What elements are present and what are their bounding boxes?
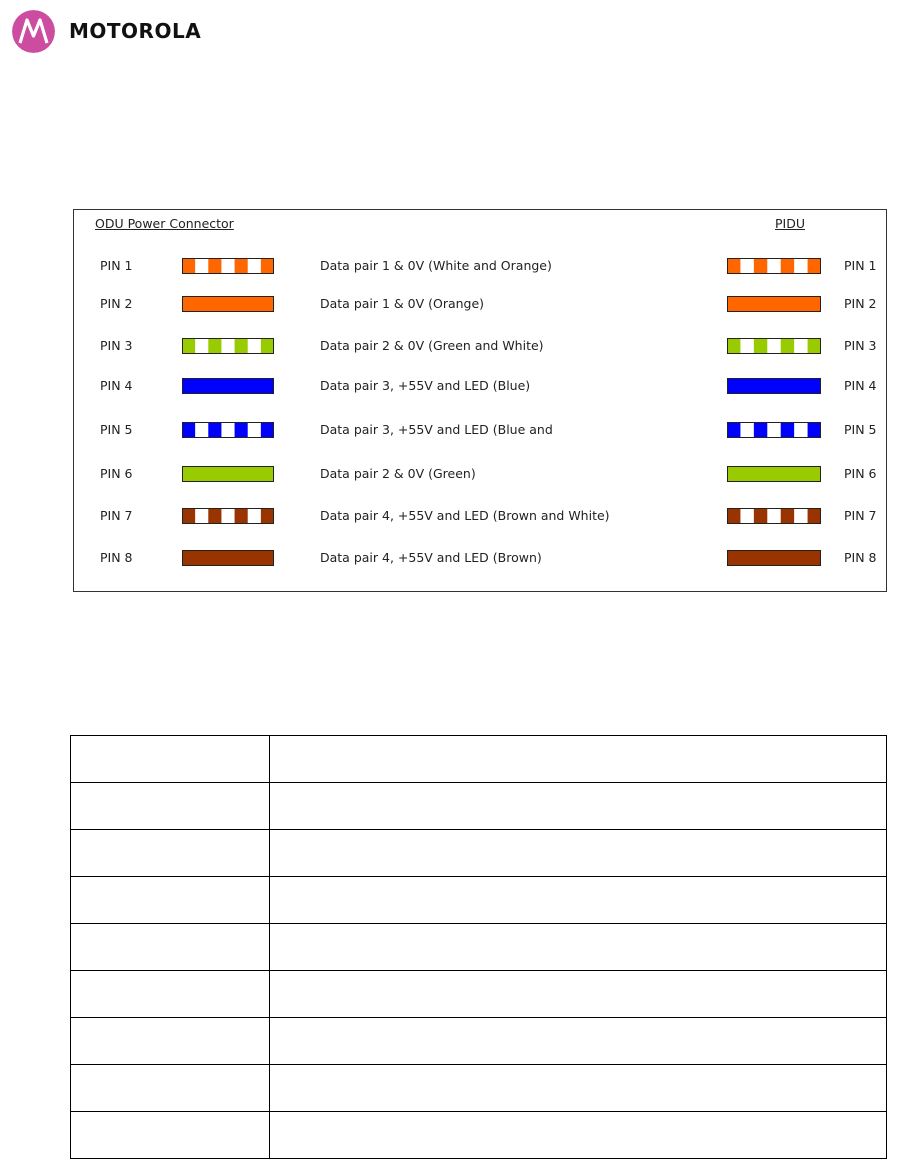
odu-wire-swatch: [182, 420, 274, 440]
table-cell: [270, 1018, 887, 1065]
pin-row: [74, 254, 886, 278]
pin-description: Data pair 4, +55V and LED (Brown and White): [320, 508, 610, 523]
pidu-wire-swatch: [727, 336, 821, 356]
table-row: [71, 924, 887, 971]
table-cell: [71, 924, 270, 971]
odu-wire-swatch: [182, 294, 274, 314]
odu-wire-swatch: [182, 506, 274, 526]
odu-pin-label: PIN 2: [100, 296, 133, 311]
table-cell: [71, 830, 270, 877]
table-cell: [270, 1112, 887, 1159]
odu-pin-label: PIN 1: [100, 258, 133, 273]
pin-description: Data pair 2 & 0V (Green and White): [320, 338, 544, 353]
pidu-pin-label: PIN 8: [844, 550, 877, 565]
pin-row: [74, 292, 886, 316]
motorola-logo-icon: [12, 10, 55, 53]
pin-row: [74, 374, 886, 398]
table-row: [71, 1112, 887, 1159]
table-cell: [270, 877, 887, 924]
odu-pin-label: PIN 5: [100, 422, 133, 437]
odu-wire-swatch: [182, 464, 274, 484]
table-cell: [270, 1065, 887, 1112]
odu-pin-label: PIN 4: [100, 378, 133, 393]
pin-description: Data pair 3, +55V and LED (Blue): [320, 378, 531, 393]
odu-wire-swatch: [182, 256, 274, 276]
pin-row: [74, 546, 886, 570]
table-row: [71, 783, 887, 830]
pidu-pin-label: PIN 5: [844, 422, 877, 437]
odu-wire-swatch: [182, 336, 274, 356]
pidu-wire-swatch: [727, 506, 821, 526]
pidu-pin-label: PIN 1: [844, 258, 877, 273]
table-row: [71, 1065, 887, 1112]
table-row: [71, 830, 887, 877]
brand-name: MOTOROLA: [69, 19, 202, 43]
table-cell: [270, 736, 887, 783]
pin-table: [70, 735, 887, 1159]
table-cell: [71, 736, 270, 783]
odu-wire-swatch: [182, 548, 274, 568]
pidu-wire-swatch: [727, 294, 821, 314]
pidu-wire-swatch: [727, 256, 821, 276]
odu-pin-label: PIN 8: [100, 550, 133, 565]
pidu-header: PIDU: [775, 216, 805, 231]
pin-row: [74, 504, 886, 528]
pin-row: [74, 418, 886, 442]
pin-description: Data pair 4, +55V and LED (Brown): [320, 550, 542, 565]
table-row: [71, 877, 887, 924]
odu-pin-label: PIN 7: [100, 508, 133, 523]
pin-description: Data pair 3, +55V and LED (Blue and: [320, 422, 553, 437]
pidu-wire-swatch: [727, 548, 821, 568]
pin-row: [74, 462, 886, 486]
pidu-pin-label: PIN 3: [844, 338, 877, 353]
pidu-pin-label: PIN 6: [844, 466, 877, 481]
table-cell: [270, 830, 887, 877]
table-cell: [71, 1065, 270, 1112]
table-cell: [270, 924, 887, 971]
table-row: [71, 971, 887, 1018]
table-cell: [71, 1018, 270, 1065]
table-cell: [71, 783, 270, 830]
pidu-wire-swatch: [727, 420, 821, 440]
odu-pin-label: PIN 6: [100, 466, 133, 481]
table-row: [71, 736, 887, 783]
pin-description: Data pair 1 & 0V (Orange): [320, 296, 485, 311]
odu-pin-label: PIN 3: [100, 338, 133, 353]
pidu-pin-label: PIN 7: [844, 508, 877, 523]
pin-description: Data pair 2 & 0V (Green): [320, 466, 476, 481]
pidu-pin-label: PIN 2: [844, 296, 877, 311]
wiring-diagram: [73, 209, 887, 592]
pidu-wire-swatch: [727, 376, 821, 396]
table-cell: [71, 1112, 270, 1159]
table-cell: [71, 877, 270, 924]
table-cell: [270, 783, 887, 830]
pin-row: [74, 334, 886, 358]
table-cell: [270, 971, 887, 1018]
pin-description: Data pair 1 & 0V (White and Orange): [320, 258, 552, 273]
pidu-pin-label: PIN 4: [844, 378, 877, 393]
odu-wire-swatch: [182, 376, 274, 396]
header-logo: [12, 6, 201, 56]
table-cell: [71, 971, 270, 1018]
table-row: [71, 1018, 887, 1065]
odu-connector-header: ODU Power Connector: [95, 216, 234, 231]
pidu-wire-swatch: [727, 464, 821, 484]
